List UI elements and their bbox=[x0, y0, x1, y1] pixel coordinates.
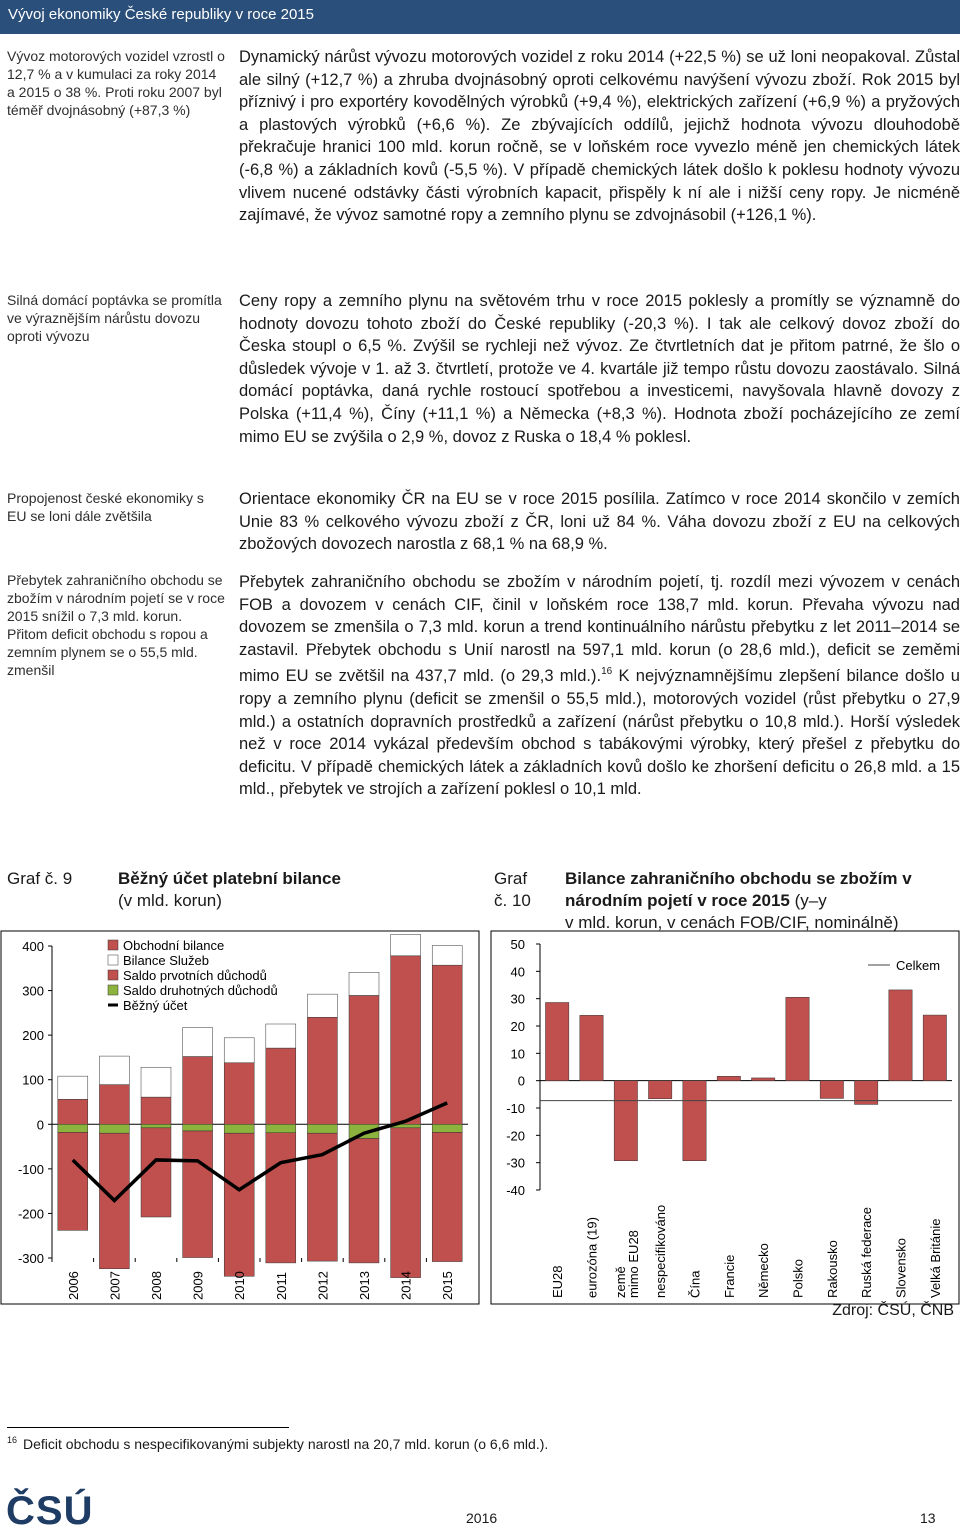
chart9-xtick-label: 2006 bbox=[65, 1271, 81, 1300]
chart9-bar-obchodni-bilance bbox=[99, 1085, 129, 1125]
chart9-ytick-label: 100 bbox=[22, 1072, 44, 1088]
chart9-ytick-label: 0 bbox=[36, 1117, 44, 1133]
chart9-bar-bilance-sluzeb bbox=[266, 1024, 296, 1048]
chart10-xtick-label: zeměmimo EU28 bbox=[612, 1230, 641, 1298]
chart9-xtick-label: 2007 bbox=[107, 1271, 123, 1300]
chart10-xtick-label: eurozóna (19) bbox=[584, 1217, 600, 1298]
chart10-bar bbox=[923, 1015, 946, 1081]
sidenote-eu-integration: Propojenost české ekonomiky s EU se loni dále zvětšila bbox=[7, 490, 204, 524]
chart9-bar-saldo-druhotnych bbox=[432, 1124, 462, 1132]
chart10-xtick-label: Čína bbox=[687, 1270, 703, 1298]
chart9-legend-label: Běžný účet bbox=[123, 998, 188, 1013]
paragraph-imports: Ceny ropy a zemního plynu na světovém trhu v roce 2015 poklesly a promítly se významně do hodnoty dovozu tohoto zboží do České republiky (-20,3 %). I tak ale celkový dovoz zboží do Česka stoupl o 6,5 %. Zvýšil se rychleji než vývoz. Ze čtvrtletních dat je přitom patrné, že šlo o důsledek vývoje v 1. až 3. čtvrtletí, protože ve 4. kvartále již tempo růstu dovozu zaostávalo. Silná domácí poptávka, daná rychle rostoucí spotřebou a investicemi, navyšovala hlavně dovozy z Polska (+11,4 %), Číny (+11,1 %) a Německa (+8,3 %). Hodnota zboží pocházejícího ze zemí mimo EU se zvýšila o 2,9 %, dovoz z Ruska o 18,4 % poklesl. bbox=[239, 292, 960, 446]
chart-current-account bbox=[0, 930, 480, 1305]
chart9-bar-saldo-prvotnych bbox=[391, 1128, 421, 1278]
chart9-bar-bilance-sluzeb bbox=[349, 972, 379, 995]
footnote-reference[interactable]: 16 bbox=[601, 666, 613, 678]
sidenote-motor-vehicles: Vývoz motorových vozidel vzrostl o 12,7 % a v kumulaci za roky 2014 a 2015 o 38 %. Proti roku 2007 byl téměř dvojnásobný (+87,3 %) bbox=[7, 48, 225, 118]
page-number: 13 bbox=[920, 1510, 936, 1526]
graph10-title: Bilance zahraničního obchodu se zbožím v národním pojetí v roce 2015 (y–y v mld. korun, v cenách FOB/CIF, nominálně) bbox=[565, 869, 912, 932]
chart10-xtick-label: Polsko bbox=[790, 1258, 806, 1298]
chart10-bar bbox=[580, 1015, 603, 1080]
chart9-bar-bilance-sluzeb bbox=[183, 1028, 213, 1057]
paragraph-eu-orientation: Orientace ekonomiky ČR na EU se v roce 2015 posílila. Zatímco v roce 2014 skončilo v zemích Unie 83 % celkového vývozu zboží z ČR, loni už 84 %. Váha dovozu zboží z EU na celkových zbožových dovozech narostla z 68,1 % na 68,9 %. bbox=[239, 490, 960, 554]
footnote-text: Deficit obchodu s nespecifikovanými subjekty narostl na 20,7 mld. korun (o 6,6 mld.). bbox=[23, 1436, 549, 1452]
paragraph-trade-balance: Přebytek zahraničního obchodu se zbožím v národním pojetí, tj. rozdíl mezi vývozem v cenách FOB a dovozem v cenách CIF, činil v loňském roce 138,7 mld. korun. Převaha vývozu nad dovozem se zmenšila o 7,3 mld. korun a trend kontinuálního nárůstu přebytku z let 2011–2014 se zastavil. Přebytek obchodu s Unií narostl na 597,1 mld. korun (o 28,6 mld.), deficit se zeměmi mimo EU se zvětšil na 437,7 mld. (o 29,3 mld.).$^{16}$ K nejvýznamnějšímu zlepšení bilance došlo u ropy a zemního plynu (deficit se zmenšil o 55,5 mld.), motorových vozidel (růst přebytku o 27,9 mld.) a ostatních dopravních prostředků a zařízení (nárůst přebytku o 10,8 mld.). Horší výsledek než v roce 2014 vykázal především obchod s tabákovými výrobky, který přešel z přebytku do deficitu. V případě chemických látek a základních kovů došlo ke zhoršení deficitu o 26,8 mld. a 15 mld., přebytek ve strojích a zařízení poklesl o 10,1 mld. bbox=[239, 573, 960, 799]
chart9-bar-saldo-prvotnych bbox=[349, 1139, 379, 1263]
chart10-ytick-label: 40 bbox=[510, 964, 525, 980]
sidenote-domestic-demand: Silná domácí poptávka se promítla ve výraznějším nárůstu dovozu oproti vývozu bbox=[7, 292, 222, 344]
chart10-xtick-label: EU28 bbox=[550, 1265, 566, 1298]
chart9-bar-obchodni-bilance bbox=[391, 956, 421, 1124]
chart10-ytick-label: -20 bbox=[506, 1128, 525, 1144]
chart9-bar-bilance-sluzeb bbox=[432, 946, 462, 966]
chart9-bar-saldo-druhotnych bbox=[224, 1124, 254, 1133]
chart9-xtick-label: 2008 bbox=[149, 1271, 164, 1300]
chart9-legend-swatch bbox=[108, 955, 118, 965]
chart9-bar-bilance-sluzeb bbox=[224, 1038, 254, 1063]
chart9-xtick-label: 2015 bbox=[440, 1271, 456, 1300]
chart9-bar-saldo-druhotnych bbox=[58, 1124, 88, 1132]
source-note: Zdroj: ČSÚ, ČNB bbox=[832, 1302, 954, 1319]
chart9-xtick-label: 2012 bbox=[315, 1271, 331, 1300]
chart9-bar-bilance-sluzeb bbox=[141, 1067, 171, 1097]
chart9-bar-obchodni-bilance bbox=[349, 995, 379, 1124]
chart9-xtick-label: 2014 bbox=[398, 1271, 414, 1300]
chart10-bar bbox=[786, 997, 809, 1080]
chart9-bar-saldo-prvotnych bbox=[307, 1133, 337, 1261]
chart9-bar-bilance-sluzeb bbox=[99, 1056, 129, 1085]
chart9-xtick-label: 2010 bbox=[232, 1271, 248, 1300]
chart9-xtick-label: 2013 bbox=[357, 1271, 372, 1300]
chart9-bar-saldo-druhotnych bbox=[266, 1124, 296, 1132]
chart10-ytick-label: 0 bbox=[517, 1073, 525, 1089]
chart9-bar-saldo-prvotnych bbox=[224, 1133, 254, 1276]
page-header bbox=[0, 0, 960, 34]
chart9-bar-saldo-prvotnych bbox=[58, 1132, 88, 1230]
chart9-legend-label: Bilance Služeb bbox=[123, 953, 209, 968]
chart10-bar bbox=[683, 1081, 706, 1161]
chart9-ytick-label: -200 bbox=[17, 1206, 44, 1222]
chart9-bar-saldo-prvotnych bbox=[432, 1132, 462, 1261]
chart9-ytick-label: -100 bbox=[17, 1161, 44, 1177]
chart10-bar bbox=[751, 1078, 774, 1081]
chart9-bar-obchodni-bilance bbox=[432, 965, 462, 1124]
chart10-ytick-label: -10 bbox=[506, 1101, 525, 1116]
chart9-ytick-label: 400 bbox=[22, 939, 44, 954]
chart10-ytick-label: 20 bbox=[510, 1019, 525, 1034]
footnote-divider bbox=[7, 1427, 289, 1428]
chart9-legend-label: Saldo prvotních důchodů bbox=[123, 968, 267, 983]
chart10-ytick-label: 10 bbox=[510, 1046, 525, 1062]
chart-trade-balance-countries bbox=[490, 930, 960, 1305]
chart9-bar-obchodni-bilance bbox=[266, 1048, 296, 1124]
chart9-ytick-label: 200 bbox=[22, 1028, 44, 1044]
chart10-xtick-label: Rakousko bbox=[824, 1240, 840, 1298]
chart9-legend-swatch bbox=[108, 985, 118, 995]
chart9-legend-label: Saldo druhotných důchodů bbox=[123, 983, 278, 998]
chart10-bar bbox=[614, 1081, 637, 1161]
chart9-bar-bilance-sluzeb bbox=[391, 934, 421, 955]
chart9-bar-obchodni-bilance bbox=[224, 1063, 254, 1125]
chart9-ytick-label: -300 bbox=[17, 1251, 44, 1266]
chart10-bar bbox=[889, 990, 912, 1081]
footer-year: 2016 bbox=[466, 1510, 498, 1526]
chart10-xtick-label: Německo bbox=[756, 1243, 772, 1298]
chart9-bar-saldo-druhotnych bbox=[307, 1124, 337, 1133]
header-title: Vývoj ekonomiky České republiky v roce 2015 bbox=[8, 6, 314, 23]
chart9-ytick-label: 300 bbox=[22, 983, 44, 999]
chart9-bar-saldo-druhotnych bbox=[141, 1124, 171, 1128]
chart9-legend-swatch bbox=[108, 970, 118, 980]
chart9-bar-bilance-sluzeb bbox=[58, 1076, 88, 1099]
chart10-legend-label: Celkem bbox=[896, 958, 941, 973]
chart10-bar bbox=[717, 1076, 740, 1080]
chart9-bar-obchodni-bilance bbox=[58, 1099, 88, 1124]
chart9-bar-saldo-prvotnych bbox=[266, 1133, 296, 1263]
chart9-bar-obchodni-bilance bbox=[183, 1057, 213, 1125]
graph9-label: Graf č. 9 bbox=[7, 869, 73, 888]
chart10-bar bbox=[648, 1081, 671, 1099]
paragraph-exports: Dynamický nárůst vývozu motorových vozidel z roku 2014 (+22,5 %) se už loni neopakoval. Zůstal ale silný (+12,7 %) a zhruba dvojnásobný oproti celkovému navýšení vývozu zboží. Rok 2015 byl příznivý i pro exportéry kovodělných výrobků (+9,4 %), elektrických zařízení (+6,9 %) a pryžových a plastových výrobků (+6,6 %). Ze zbývajících oddílů, jejichž hodnota vývozu dlouhodobě překračuje hranici 100 mld. korun ročně, se v loňském roce vyvezlo méně jen chemických látek (-6,8 %) a základních kovů (-5,5 %). V případě chemických látek došlo k poklesu hodnoty vývozu vlivem nucené odstávky části výrobních kapacit, přispěly k ní ale i nižší ceny ropy. Je nicméně zajímavé, že vývoz samotné ropy a zemního plynu se zdvojnásobil (+126,1 %). bbox=[239, 48, 960, 225]
chart10-bar bbox=[545, 1002, 568, 1080]
chart9-bar-saldo-druhotnych bbox=[99, 1124, 129, 1133]
chart10-ytick-label: -30 bbox=[506, 1155, 525, 1171]
chart10-xtick-label: Ruská federace bbox=[859, 1206, 875, 1298]
chart10-ytick-label: 30 bbox=[510, 991, 525, 1007]
chart10-bar bbox=[820, 1081, 843, 1099]
chart9-xtick-label: 2011 bbox=[273, 1272, 289, 1300]
chart9-legend-swatch bbox=[108, 940, 118, 950]
chart10-xtick-label: Slovensko bbox=[893, 1238, 909, 1298]
chart9-bar-obchodni-bilance bbox=[141, 1097, 171, 1124]
chart9-bar-saldo-prvotnych bbox=[183, 1131, 213, 1258]
footnote-number: 16 bbox=[7, 1435, 18, 1445]
chart10-xtick-label: Francie bbox=[721, 1254, 737, 1298]
chart9-bar-bilance-sluzeb bbox=[307, 994, 337, 1017]
chart9-bar-saldo-druhotnych bbox=[183, 1124, 213, 1131]
chart10-xtick-label: nespecifikováno bbox=[653, 1204, 669, 1298]
chart10-xtick-label: Velká Británie bbox=[927, 1218, 943, 1298]
chart9-bar-obchodni-bilance bbox=[307, 1017, 337, 1124]
chart10-ytick-label: -40 bbox=[506, 1183, 525, 1198]
chart10-ytick-label: 50 bbox=[510, 937, 525, 952]
chart9-xtick-label: 2009 bbox=[190, 1271, 206, 1300]
chart9-legend-label: Obchodní bilance bbox=[123, 938, 225, 953]
footnote bbox=[7, 1435, 548, 1452]
csu-logo: ČSÚ bbox=[6, 1489, 94, 1533]
graph9-title: Běžný účet platební bilance (v mld. korun) bbox=[118, 869, 341, 910]
graph10-label: Graf č. 10 bbox=[494, 869, 531, 910]
sidenote-trade-surplus: Přebytek zahraničního obchodu se zbožím v národním pojetí se v roce 2015 snížil o 7,3 mld. korun. Přitom deficit obchodu s ropou a zemním plynem se o 55,5 mld. zmenšil bbox=[7, 572, 225, 678]
chart10-frame bbox=[491, 931, 959, 1304]
